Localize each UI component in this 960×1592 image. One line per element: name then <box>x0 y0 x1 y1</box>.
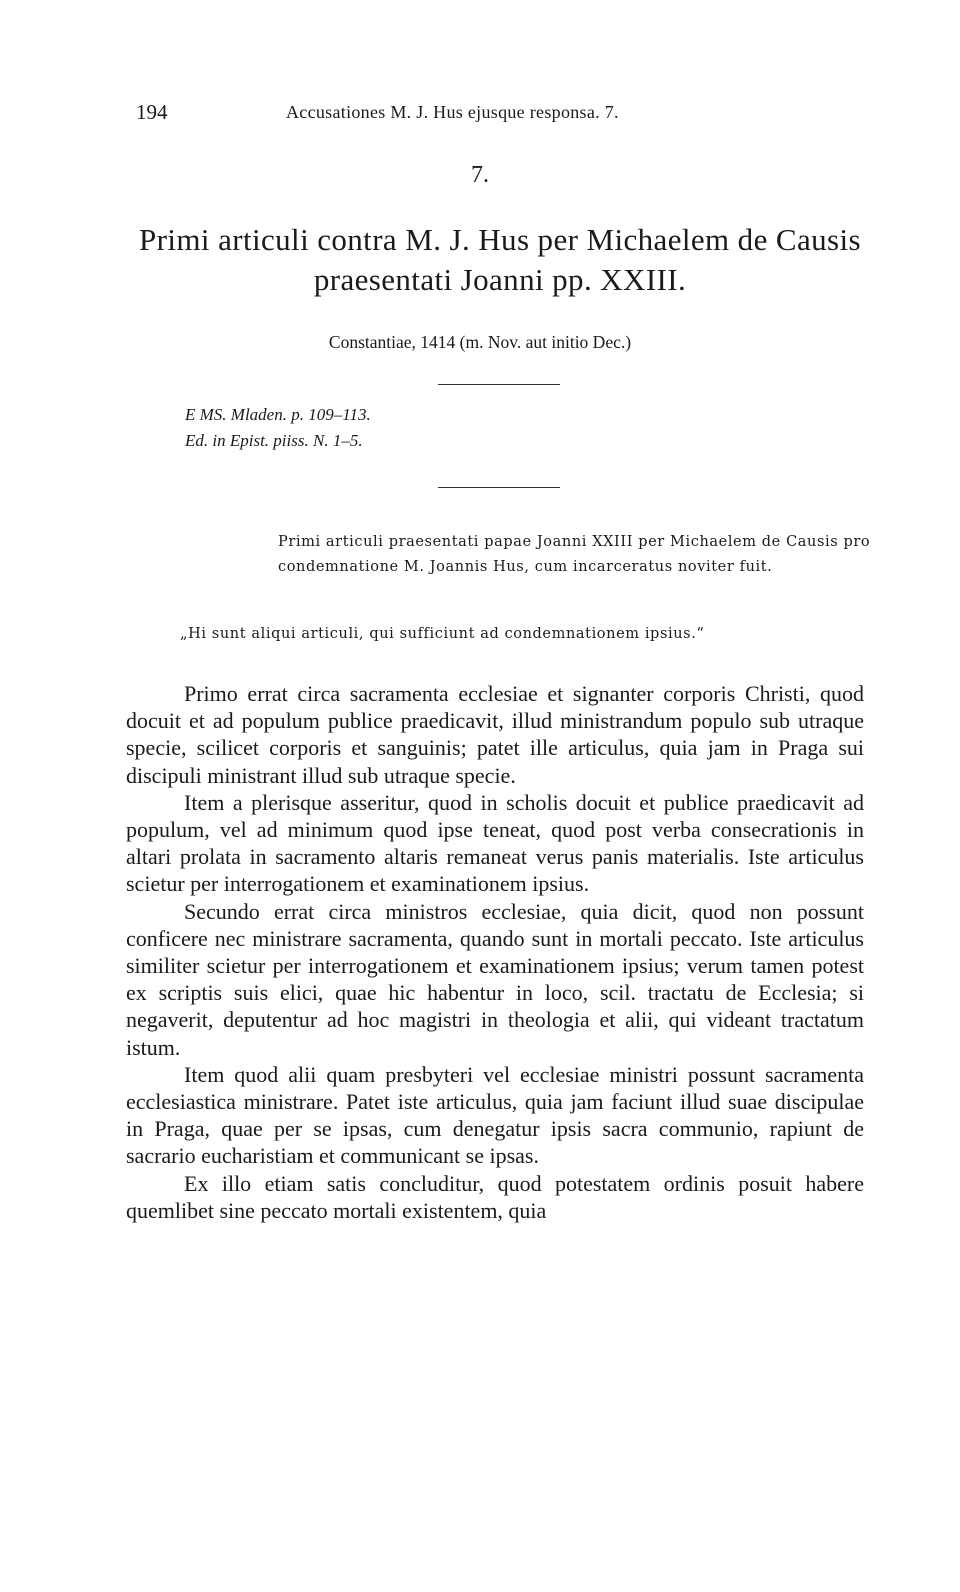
source-references <box>185 402 371 454</box>
quoted-statement: „Hi sunt aliqui articuli, qui sufficiunt ad condemnationem ipsius.“ <box>180 626 705 642</box>
document-number: 7. <box>471 162 489 188</box>
divider-rule-bottom <box>438 487 560 488</box>
paragraph: Item a plerisque asseritur, quod in scholis docuit et publice praedicavit ad populum, vel ad minimum quod ipse teneat, quod post verba consecrationis in altari prolata in sacramento altaris remaneat verus panis materialis. Iste articulus scietur per interrogationem et examinationem ipsius. <box>126 789 864 897</box>
paragraph: Item quod alii quam presbyteri vel ecclesiae ministri possunt sacramenta ecclesiastica ministrare. Patet iste articulus, quia jam faciunt illud suae discipulae in Praga, quae per se ipsas, cum denegatur ipsis sacra communio, rapiunt de sacrario eucharistiam et communicant se ipsas. <box>126 1061 864 1169</box>
paragraph: Secundo errat circa ministros ecclesiae, quia dicit, quod non possunt conficere nec ministrare sacramenta, quando sunt in mortali peccato. Iste articulus similiter scietur per interrogationem et examinationem ipsius; verum tamen potest ex scriptis suis elici, quae hic habentur in loco, scil. tractatu de Ecclesia; si negaverit, deputentur ad hoc magistri in theologia et alii, qui videant tractatum istum. <box>126 898 864 1060</box>
document-title: Primi articuli contra M. J. Hus per Michaelem de Causis praesentati Joanni pp. XXIII. <box>139 222 861 297</box>
summary-text: Primi articuli praesentati papae Joanni XXIII per Michaelem de Causis pro condemnatione M. Joannis Hus, cum incarceratus noviter fuit. <box>278 534 871 575</box>
body-text <box>126 680 864 1224</box>
summary-note <box>256 530 881 580</box>
paragraph: Primo errat circa sacramenta ecclesiae et signanter corporis Christi, quod docuit et ad populum publice praedicavit, illud ministrandum populo sub utraque specie, scilicet corporis et sanguinis; patet ille articulus, quia jam in Praga sui discipuli ministrant illud sub utraque specie. <box>126 681 864 788</box>
running-head <box>128 100 868 130</box>
source-edition: Ed. in Epist. piiss. N. 1–5. <box>185 431 363 450</box>
paragraph: Ex illo etiam satis concluditur, quod potestatem ordinis posuit habere quemlibet sine peccato mortali existentem, quia <box>126 1170 864 1223</box>
running-title: Accusationes M. J. Hus ejusque responsa. 7. <box>286 102 619 122</box>
dateline: Constantiae, 1414 (m. Nov. aut initio Dec.) <box>328 332 632 352</box>
source-manuscript: E MS. Mladen. p. 109–113. <box>185 405 371 424</box>
page-number: 194 <box>136 100 168 124</box>
divider-rule-top <box>438 384 560 385</box>
